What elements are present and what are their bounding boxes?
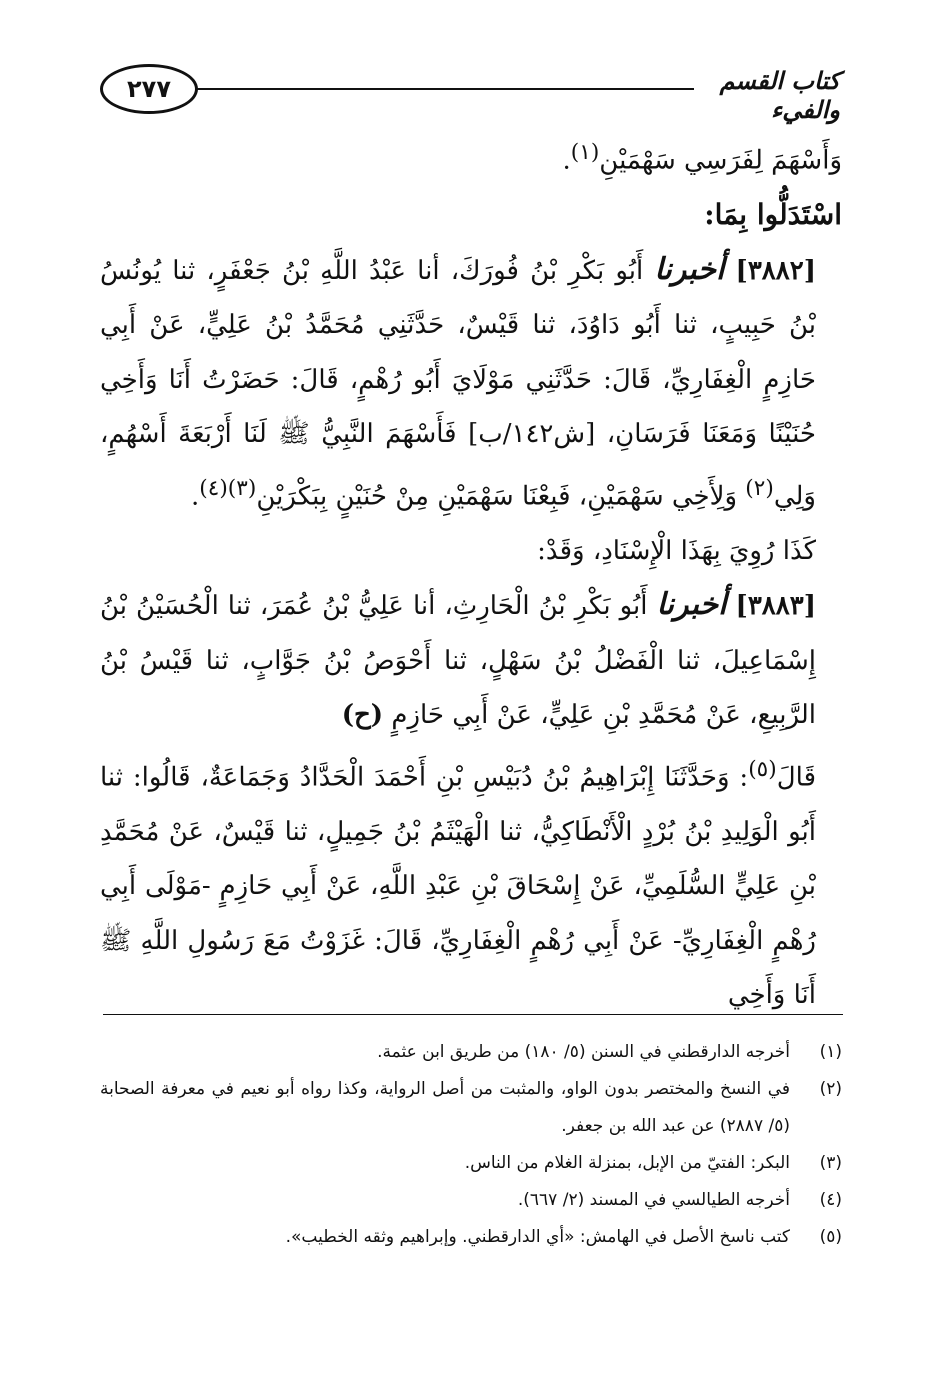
footnote-number: (٥) — [819, 1227, 842, 1247]
footnote-item — [100, 1034, 842, 1071]
paragraph-qala — [100, 743, 842, 1023]
footnote-ref: (١) — [570, 140, 600, 165]
hadith-3882: [٣٨٨٢] أخبرنا أَبُو بَكْرِ بْنُ فُورَكَ، أنا عَبْدُ اللَّهِ بْنُ جَعْفَرٍ، ثنا يُونُسُ بْنُ حَبِيبٍ، ثنا أَبُو دَاوُدَ، ثنا قَيْسٌ، حَدَّثَنِي مُحَمَّدُ بْنُ عَلِيٍّ، عَنْ أَبِي حَازِمٍ الْغِفَارِيِّ، قَالَ: حَدَّثَنِي مَوْلَايَ أَبُو رُهْمٍ، قَالَ: حَضَرْتُ أَنَا وَأَخِي حُنَيْنًا وَمَعَنَا فَرَسَانِ، [ش١٤٢/ب] فَأَسْهَمَ النَّبِيُّ ﷺ لَنَا أَرْبَعَةَ أَسْهُمٍ، وَلِي$^{(٢)}$ وَلِأَخِي سَهْمَيْنِ، فَبِعْنَا سَهْمَيْنِ مِنْ حُنَيْنٍ بِبَكْرَيْنِ$^{(٣)(٤)}$. — [100, 251, 817, 512]
hadith-text: أَبُو بَكْرِ بْنُ فُورَكَ، أنا عَبْدُ اللَّهِ بْنُ جَعْفَرٍ، ثنا يُونُسُ بْنُ حَبِيبٍ، ثنا أَبُو دَاوُدَ، ثنا قَيْسٌ، حَدَّثَنِي مُحَمَّدُ بْنُ عَلِيٍّ، عَنْ أَبِي حَازِمٍ الْغِفَارِيِّ، قَالَ: حَدَّثَنِي مَوْلَايَ أَبُو رُهْمٍ، قَالَ: حَضَرْتُ أَنَا وَأَخِي حُنَيْنًا وَمَعَنَا فَرَسَانِ، — [100, 255, 817, 450]
section-heading: اسْتَدَلُّوا بِمَا: — [704, 198, 842, 232]
tahwil-symbol: (ح) — [341, 700, 384, 731]
footnote-text: أخرجه الطيالسي في المسند (٢/ ٦٦٧). — [517, 1190, 790, 1210]
footnote-number: (٤) — [819, 1190, 842, 1210]
hadith-number: [٣٨٨٢] — [735, 255, 817, 286]
paragraph-continuation: وَأَسْهَمَ لِفَرَسِي سَهْمَيْنِ$^{(١)}$. — [562, 140, 842, 176]
footnote-item — [100, 1071, 842, 1145]
footnote-number: (٣) — [819, 1153, 842, 1173]
hadith-3883 — [100, 578, 842, 743]
main-text — [100, 126, 842, 1023]
running-title: كتاب القسم والفيء — [719, 66, 840, 124]
footnote-item — [100, 1182, 842, 1219]
footnote-ref: (٥) — [748, 756, 777, 782]
page-number: ٢٧٧ — [100, 64, 198, 114]
footnote-text: أخرجه الدارقطني في السنن (٥/ ١٨٠) من طريق ابن عثمة. — [377, 1042, 790, 1062]
hadith-text-3: وَلِأَخِي سَهْمَيْنِ، فَبِعْنَا سَهْمَيْنِ مِنْ حُنَيْنٍ بِبَكْرَيْنِ — [256, 481, 738, 512]
footnote-text: البكر: الفتيّ من الإبل، بمنزلة الغلام من الناس. — [464, 1153, 790, 1173]
manuscript-ref: [ش١٤٢/ب] — [468, 419, 596, 450]
footnote-text: في النسخ والمختصر بدون الواو، والمثبت من أصل الرواية، وكذا رواه أبو نعيم في معرفة الصحابة (٥/ ٢٨٨٧) عن عبد الله بن جعفر. — [100, 1079, 790, 1136]
qala-word: قَالَ — [776, 762, 816, 793]
footnote-item — [100, 1219, 842, 1256]
hadith-text: أَبُو بَكْرِ بْنُ الْحَارِثِ، أنا عَلِيُّ بْنُ عُمَرَ، ثنا الْحُسَيْنُ بْنُ إِسْمَاعِيلَ، ثنا الْفَضْلُ بْنُ سَهْلٍ، ثنا أَحْوَصُ بْنُ جَوَّابٍ، ثنا قَيْسُ بْنُ الرَّبِيعِ، عَنْ مُحَمَّدِ بْنِ عَلِيٍّ، عَنْ أَبِي حَازِمٍ — [100, 591, 816, 731]
footnote-number: (١) — [819, 1042, 842, 1062]
footnote-number: (٢) — [819, 1079, 842, 1099]
akhbarana-label: أخبرنا — [656, 587, 727, 623]
narration-note: كَذَا رُوِيَ بِهَذَا الْإِسْنَادِ، وَقَدْ: — [537, 535, 816, 566]
hadith-text-2: فَأَسْهَمَ النَّبِيُّ ﷺ لَنَا أَرْبَعَةَ أَسْهُمٍ، وَلِي — [100, 419, 816, 512]
footnote-divider — [103, 1014, 843, 1015]
page-header — [100, 62, 840, 122]
footnote-ref: (٣)(٤) — [199, 475, 257, 501]
hadith-number: [٣٨٨٣] — [735, 591, 817, 622]
footnote-text: كتب ناسخ الأصل في الهامش: «أي الدارقطني. وإبراهيم وثقه الخطيب». — [285, 1227, 790, 1247]
footnote-ref: (٢) — [745, 475, 774, 501]
footnotes — [100, 1034, 842, 1256]
text-line: وَأَسْهَمَ لِفَرَسِي سَهْمَيْنِ — [599, 145, 842, 176]
paragraph-text: : وَحَدَّثَنَا إِبْرَاهِيمُ بْنُ دُبَيْسِ بْنِ أَحْمَدَ الْحَدَّادُ وَجَمَاعَةٌ، قَالُوا: ثنا أَبُو الْوَلِيدِ بْنُ بُرْدٍ الْأَنْطَاكِيُّ، ثنا الْهَيْثَمُ بْنُ جَمِيلٍ، ثنا قَيْسٌ، عَنْ مُحَمَّدِ بْنِ عَلِيٍّ السُّلَمِيِّ، عَنْ إِسْحَاقَ بْنِ عَبْدِ اللَّهِ، عَنْ أَبِي حَازِمٍ -مَوْلَى أَبِي رُهْمٍ الْغِفَارِيِّ- عَنْ أَبِي رُهْمٍ الْغِفَارِيِّ، قَالَ: غَزَوْتُ مَعَ رَسُولِ اللَّهِ ﷺ أَنَا وَأَخِي — [100, 762, 816, 1011]
akhbarana-label: أخبرنا — [654, 251, 725, 287]
header-rule — [196, 88, 694, 90]
footnote-item — [100, 1145, 842, 1182]
